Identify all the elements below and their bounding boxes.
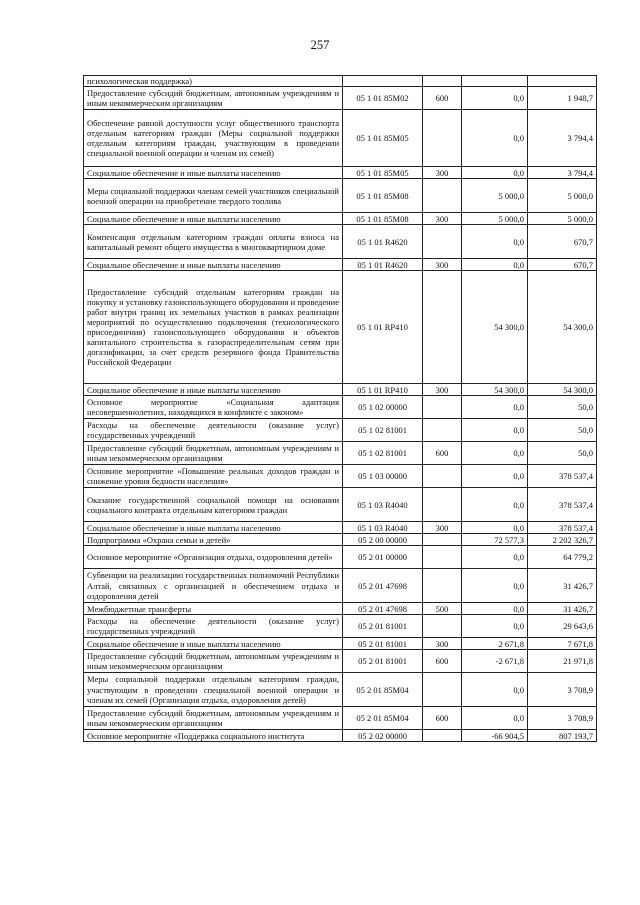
row-vr-code-cell: 300: [423, 259, 462, 271]
row-change-amount-cell: 0,0: [462, 419, 528, 442]
row-vr-code-cell: [423, 110, 462, 167]
row-change-amount-cell: 5 000,0: [462, 179, 528, 213]
row-csr-code-cell: 05 1 01 85М08: [343, 179, 423, 213]
row-csr-code-cell: 05 1 01 RP410: [343, 271, 423, 384]
row-change-amount-cell: 54 300,0: [462, 271, 528, 384]
row-vr-code-cell: [423, 673, 462, 707]
table-row: [84, 603, 597, 615]
row-csr-code-cell: 05 1 03 R4040: [343, 488, 423, 522]
row-csr-code-cell: 05 2 01 85М04: [343, 673, 423, 707]
row-change-amount-cell: 2 671,8: [462, 638, 528, 650]
table-row: [84, 546, 597, 569]
row-csr-code-cell: 05 2 00 00000: [343, 534, 423, 546]
row-vr-code-cell: [423, 76, 462, 87]
row-vr-code-cell: 600: [423, 707, 462, 730]
budget-table-body: [84, 76, 597, 742]
table-row: [84, 213, 597, 225]
row-change-amount-cell: 0,0: [462, 707, 528, 730]
row-total-amount-cell: 3 794,4: [528, 110, 597, 167]
row-change-amount-cell: 0,0: [462, 442, 528, 465]
page-number: 257: [310, 38, 330, 52]
row-csr-code-cell: 05 2 01 47698: [343, 569, 423, 603]
row-total-amount-cell: 50,0: [528, 396, 597, 419]
row-vr-code-cell: 300: [423, 167, 462, 179]
row-change-amount-cell: 54 300,0: [462, 384, 528, 396]
row-vr-code-cell: [423, 546, 462, 569]
table-row: [84, 522, 597, 534]
row-change-amount-cell: 5 000,0: [462, 213, 528, 225]
row-name-cell: Межбюджетные трансферты: [84, 603, 343, 615]
row-change-amount-cell: 72 577,3: [462, 534, 528, 546]
row-csr-code-cell: 05 2 01 47698: [343, 603, 423, 615]
row-change-amount-cell: 0,0: [462, 465, 528, 488]
budget-table: [83, 75, 597, 742]
row-csr-code-cell: 05 2 01 81001: [343, 615, 423, 638]
row-total-amount-cell: 2 202 326,7: [528, 534, 597, 546]
row-total-amount-cell: 670,7: [528, 259, 597, 271]
row-name-cell: Предоставление субсидий бюджетным, автономным учреждениям и иным некоммерческим организациям: [84, 707, 343, 730]
row-vr-code-cell: [423, 271, 462, 384]
row-vr-code-cell: 500: [423, 603, 462, 615]
row-vr-code-cell: 600: [423, 87, 462, 110]
row-total-amount-cell: 670,7: [528, 225, 597, 259]
row-change-amount-cell: 0,0: [462, 522, 528, 534]
row-name-cell: Социальное обеспечение и иные выплаты населению: [84, 213, 343, 225]
table-row: [84, 707, 597, 730]
table-row: [84, 259, 597, 271]
row-name-cell: Основное мероприятие «Социальная адаптация несовершеннолетних, находящихся в конфликте с законом»: [84, 396, 343, 419]
row-change-amount-cell: 0,0: [462, 569, 528, 603]
row-total-amount-cell: 378 537,4: [528, 488, 597, 522]
row-change-amount-cell: 0,0: [462, 546, 528, 569]
row-total-amount-cell: 7 671,8: [528, 638, 597, 650]
row-vr-code-cell: [423, 419, 462, 442]
row-name-cell: Предоставление субсидий бюджетным, автономным учреждениям и иным некоммерческим организациям: [84, 650, 343, 673]
row-vr-code-cell: [423, 465, 462, 488]
row-csr-code-cell: 05 1 01 85М08: [343, 213, 423, 225]
table-row: [84, 465, 597, 488]
table-row: [84, 384, 597, 396]
row-name-cell: Предоставление субсидий бюджетным, автономным учреждениям и иным некоммерческим организациям: [84, 442, 343, 465]
row-csr-code-cell: 05 1 01 85М05: [343, 167, 423, 179]
table-row: [84, 673, 597, 707]
row-total-amount-cell: 3 708,9: [528, 673, 597, 707]
row-name-cell: Расходы на обеспечение деятельности (оказание услуг) государственных учреждений: [84, 419, 343, 442]
row-total-amount-cell: 31 426,7: [528, 603, 597, 615]
row-total-amount-cell: 54 300,0: [528, 271, 597, 384]
table-row: [84, 419, 597, 442]
row-total-amount-cell: [528, 76, 597, 87]
row-csr-code-cell: 05 1 02 81001: [343, 442, 423, 465]
row-name-cell: Социальное обеспечение и иные выплаты населению: [84, 259, 343, 271]
row-total-amount-cell: 5 000,0: [528, 179, 597, 213]
row-name-cell: Предоставление субсидий отдельным категориям граждан на покупку и установку газоиспользующего оборудования и проведение работ внутри границ их земельных участков в рамках реализации мероприятий по осуществлению подключения (технологического присоединения) газоиспользующего оборудования и объектов капитального строительства к газораспределительным сетям при догазификации, за счет средств резервного фонда Правительства Российской Федерации: [84, 271, 343, 384]
row-vr-code-cell: 600: [423, 650, 462, 673]
row-change-amount-cell: 0,0: [462, 488, 528, 522]
row-vr-code-cell: [423, 225, 462, 259]
row-name-cell: Оказание государственной социальной помощи на основании социального контракта отдельным категориям граждан: [84, 488, 343, 522]
row-total-amount-cell: 64 779,2: [528, 546, 597, 569]
row-change-amount-cell: 0,0: [462, 110, 528, 167]
row-name-cell: Основное мероприятие «Организация отдыха, оздоровления детей»: [84, 546, 343, 569]
row-total-amount-cell: 31 426,7: [528, 569, 597, 603]
row-vr-code-cell: [423, 569, 462, 603]
row-vr-code-cell: 600: [423, 442, 462, 465]
row-csr-code-cell: 05 1 02 00000: [343, 396, 423, 419]
row-csr-code-cell: 05 1 02 81001: [343, 419, 423, 442]
row-name-cell: психологическая поддержка): [84, 76, 343, 87]
row-csr-code-cell: 05 2 01 81001: [343, 638, 423, 650]
row-name-cell: Подпрограмма «Охрана семьи и детей»: [84, 534, 343, 546]
row-csr-code-cell: 05 1 01 R4620: [343, 225, 423, 259]
row-csr-code-cell: 05 2 01 85М04: [343, 707, 423, 730]
row-total-amount-cell: 50,0: [528, 442, 597, 465]
row-csr-code-cell: 05 2 01 00000: [343, 546, 423, 569]
row-vr-code-cell: [423, 730, 462, 742]
row-total-amount-cell: 50,0: [528, 419, 597, 442]
table-row: [84, 488, 597, 522]
row-change-amount-cell: 0,0: [462, 167, 528, 179]
row-change-amount-cell: 0,0: [462, 259, 528, 271]
row-change-amount-cell: -2 671,8: [462, 650, 528, 673]
row-csr-code-cell: 05 1 01 RP410: [343, 384, 423, 396]
row-csr-code-cell: 05 1 01 85М02: [343, 87, 423, 110]
row-vr-code-cell: 300: [423, 213, 462, 225]
row-name-cell: Меры социальной поддержки отдельным категориям граждан, участвующим в проведении специальной военной операции и членам их семей (Организация отдыха, оздоровления детей): [84, 673, 343, 707]
row-total-amount-cell: 1 948,7: [528, 87, 597, 110]
row-name-cell: Расходы на обеспечение деятельности (оказание услуг) государственных учреждений: [84, 615, 343, 638]
row-change-amount-cell: 0,0: [462, 615, 528, 638]
row-vr-code-cell: [423, 179, 462, 213]
table-row: [84, 271, 597, 384]
row-total-amount-cell: 54 300,0: [528, 384, 597, 396]
row-csr-code-cell: 05 2 01 81001: [343, 650, 423, 673]
table-row: [84, 730, 597, 742]
row-name-cell: Меры социальной поддержки членам семей участников специальной военной операции на приобретение твердого топлива: [84, 179, 343, 213]
row-vr-code-cell: [423, 488, 462, 522]
row-vr-code-cell: 300: [423, 384, 462, 396]
row-name-cell: Предоставление субсидий бюджетным, автономным учреждениям и иным некоммерческим организациям: [84, 87, 343, 110]
table-row: [84, 396, 597, 419]
row-total-amount-cell: 378 537,4: [528, 522, 597, 534]
row-name-cell: Обеспечение равной доступности услуг общественного транспорта отдельным категориям граждан (Меры социальной поддержки отдельным категориям граждан, участвующим в проведении специальной военной операции и членам их семей): [84, 110, 343, 167]
row-name-cell: Социальное обеспечение и иные выплаты населению: [84, 384, 343, 396]
row-total-amount-cell: 29 643,6: [528, 615, 597, 638]
table-row: [84, 569, 597, 603]
table-row: [84, 225, 597, 259]
table-row: [84, 110, 597, 167]
table-row: [84, 76, 597, 87]
table-row: [84, 615, 597, 638]
row-name-cell: Компенсация отдельным категориям граждан оплаты взноса на капитальный ремонт общего имущества в многоквартирном доме: [84, 225, 343, 259]
row-name-cell: Социальное обеспечение и иные выплаты населению: [84, 638, 343, 650]
table-row: [84, 650, 597, 673]
row-change-amount-cell: 0,0: [462, 673, 528, 707]
row-csr-code-cell: 05 1 03 00000: [343, 465, 423, 488]
row-vr-code-cell: 300: [423, 522, 462, 534]
row-name-cell: Социальное обеспечение и иные выплаты населению: [84, 167, 343, 179]
row-vr-code-cell: [423, 534, 462, 546]
table-row: [84, 638, 597, 650]
row-change-amount-cell: [462, 76, 528, 87]
table-row: [84, 179, 597, 213]
row-total-amount-cell: 3 794,4: [528, 167, 597, 179]
row-csr-code-cell: 05 1 01 85М05: [343, 110, 423, 167]
row-change-amount-cell: -66 904,5: [462, 730, 528, 742]
table-row: [84, 87, 597, 110]
row-total-amount-cell: 5 000,0: [528, 213, 597, 225]
row-csr-code-cell: 05 1 03 R4040: [343, 522, 423, 534]
row-name-cell: Социальное обеспечение и иные выплаты населению: [84, 522, 343, 534]
row-vr-code-cell: [423, 615, 462, 638]
row-name-cell: Основное мероприятие «Повышение реальных доходов граждан и снижение уровня бедности населения»: [84, 465, 343, 488]
row-name-cell: Субвенции на реализацию государственных полномочий Республики Алтай, связанных с организацией и обеспечением отдыха и оздоровления детей: [84, 569, 343, 603]
row-total-amount-cell: 3 708,9: [528, 707, 597, 730]
row-total-amount-cell: 807 193,7: [528, 730, 597, 742]
row-change-amount-cell: 0,0: [462, 603, 528, 615]
row-total-amount-cell: 378 537,4: [528, 465, 597, 488]
row-csr-code-cell: [343, 76, 423, 87]
row-csr-code-cell: 05 2 02 00000: [343, 730, 423, 742]
row-change-amount-cell: 0,0: [462, 87, 528, 110]
row-total-amount-cell: 21 971,8: [528, 650, 597, 673]
row-name-cell: Основное мероприятие «Поддержка социального института: [84, 730, 343, 742]
row-change-amount-cell: 0,0: [462, 396, 528, 419]
table-row: [84, 442, 597, 465]
row-change-amount-cell: 0,0: [462, 225, 528, 259]
table-row: [84, 534, 597, 546]
row-vr-code-cell: [423, 396, 462, 419]
row-vr-code-cell: 300: [423, 638, 462, 650]
row-csr-code-cell: 05 1 01 R4620: [343, 259, 423, 271]
table-row: [84, 167, 597, 179]
